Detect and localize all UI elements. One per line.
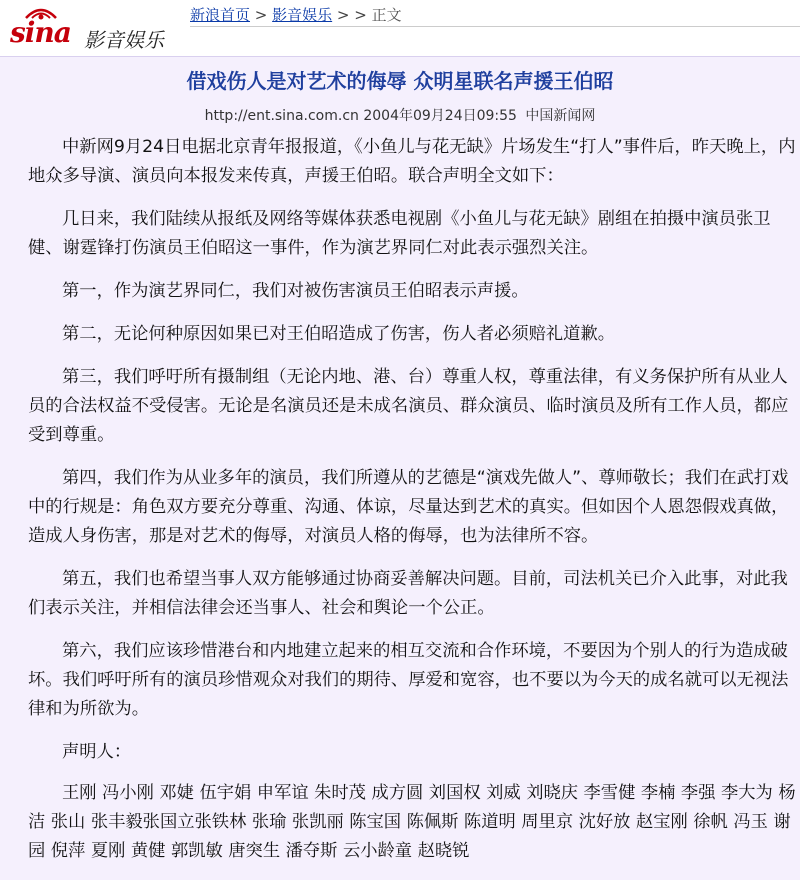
article-paragraph: 中新网9月24日电据北京青年报报道，《小鱼儿与花无缺》片场发生“打人”事件后，昨天晚上，内地众多导演、演员向本报发来传真，声援王伯昭。联合声明全文如下： [28, 137, 796, 186]
article-paragraph: 第六，我们应该珍惜港台和内地建立起来的相互交流和合作环境，不要因为个别人的行为造成破坏。我们呼吁所有的演员珍惜观众对我们的期待、厚爱和宽容，也不要以为今天的成名就可以无视法律和为所欲为。 [28, 641, 789, 719]
logo-wordmark: sina [10, 16, 71, 49]
breadcrumb-separator: > [250, 6, 273, 24]
header-divider [190, 26, 800, 27]
sina-logo[interactable] [6, 6, 166, 52]
article-datetime: 2004年09月24日09:55 [363, 108, 517, 124]
article-paragraph: 第二，无论何种原因如果已对王伯昭造成了伤害，伤人者必须赔礼道歉。 [62, 324, 616, 344]
article-url: http://ent.sina.com.cn [204, 108, 359, 124]
breadcrumb-current: 正文 [371, 6, 402, 24]
article-paragraph: 第四，我们作为从业多年的演员，我们所遵从的艺德是“演戏先做人”、尊师敬长；我们在武打戏中的行规是：角色双方要充分尊重、沟通、体谅，尽量达到艺术的真实。但如因个人恩怨假戏真做，造成人身伤害，那是对艺术的侮辱，对演员人格的侮辱，也为法律所不容。 [28, 468, 789, 546]
article-title: 借戏伤人是对艺术的侮辱 众明星联名声援王伯昭 [186, 69, 614, 93]
breadcrumb [190, 4, 402, 25]
signers-title: 声明人： [62, 742, 132, 762]
article-panel [0, 56, 800, 880]
breadcrumb-separator: > > [332, 6, 372, 24]
page-header [0, 0, 800, 56]
article-paragraph: 几日来，我们陆续从报纸及网络等媒体获悉电视剧《小鱼儿与花无缺》剧组在拍摄中演员张卫健、谢霆锋打伤演员王伯昭这一事件，作为演艺界同仁对此表示强烈关注。 [28, 209, 771, 258]
signers-list: 王刚 冯小刚 邓婕 伍宇娟 申军谊 朱时茂 成方圆 刘国权 刘威 刘晓庆 李雪健 李楠 李强 李大为 杨洁 张山 张丰毅张国立张铁林 张瑜 张凯丽 陈宝国 陈佩斯 陈道明 周里京 沈好放 赵宝刚 徐帆 冯玉 谢园 倪萍 夏刚 黄健 郭凯敏 唐突生 潘夺斯 云小龄童 赵晓锐 [28, 783, 796, 861]
article-body [28, 133, 798, 866]
article-paragraph: 第三，我们呼吁所有摄制组（无论内地、港、台）尊重人权，尊重法律，有义务保护所有从业人员的合法权益不受侵害。无论是名演员还是未成名演员、群众演员、临时演员及所有工作人员，都应受到尊重。 [28, 367, 789, 445]
breadcrumb-home-link[interactable]: 新浪首页 [190, 6, 251, 24]
breadcrumb-section-link[interactable]: 影音娱乐 [272, 6, 333, 24]
channel-name: 影音娱乐 [84, 28, 164, 52]
article-paragraph: 第五，我们也希望当事人双方能够通过协商妥善解决问题。目前，司法机关已介入此事，对此我们表示关注，并相信法律会还当事人、社会和舆论一个公正。 [28, 569, 788, 618]
article-source: 中国新闻网 [525, 108, 596, 124]
article-paragraph: 第一，作为演艺界同仁，我们对被伤害演员王伯昭表示声援。 [62, 281, 529, 301]
article-meta [0, 105, 800, 125]
